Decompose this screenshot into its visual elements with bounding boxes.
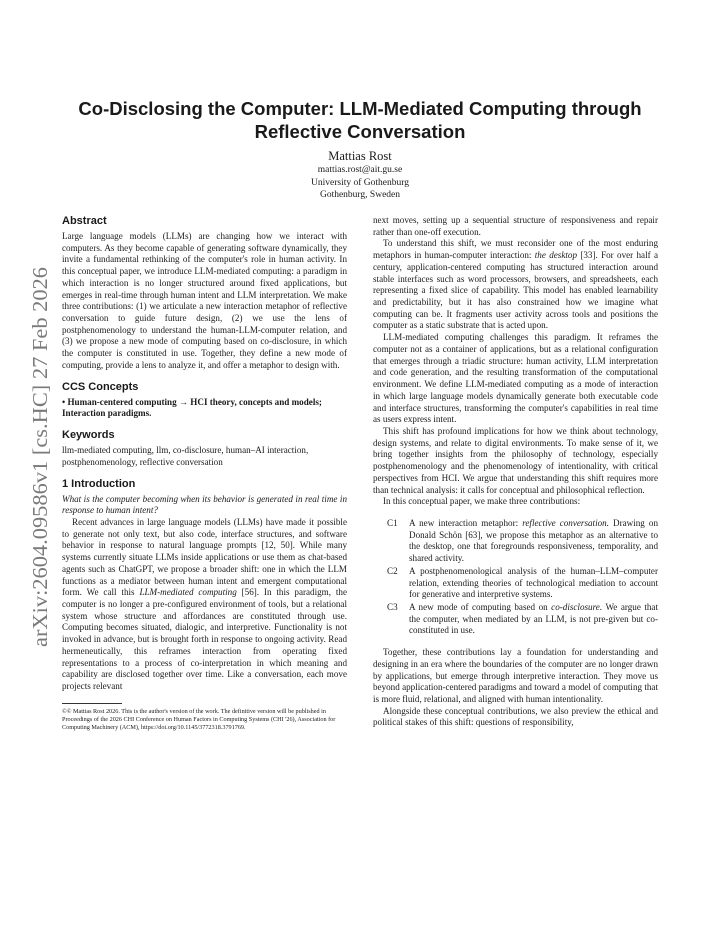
author-location: Gothenburg, Sweden bbox=[319, 190, 401, 200]
author-email[interactable]: mattias.rost@ait.gu.se bbox=[317, 165, 403, 175]
left-column bbox=[62, 215, 347, 732]
author-affiliation: University of Gothenburg bbox=[311, 177, 409, 188]
ccs-heading: CCS Concepts bbox=[62, 380, 139, 393]
arxiv-identifier bbox=[16, 252, 56, 652]
right-column bbox=[373, 215, 658, 729]
contribution-label: C3 bbox=[387, 602, 398, 612]
right-paragraph-0: next moves, setting up a sequential structure of responsiveness and repair rather than one-off execution. bbox=[373, 215, 658, 237]
introduction-heading: 1 Introduction bbox=[62, 477, 136, 490]
intro-question: What is the computer becoming when its behavior is generated in real time in response to human intent? bbox=[62, 493, 347, 516]
right-paragraph-2: LLM-mediated computing challenges this paradigm. It reframes the computer not as a container of applications, but as a relational configuration that emerges through a triadic structure: human activity, LLM interpretation and code generation, and the resulting transformation of the computational environment. We define LLM-mediated computing as a mode of interaction in which large language models dynamically generate both executable code and interface structures, transforming the computer's capabilities in real time as users express intent. bbox=[373, 332, 658, 425]
contribution-item: C2 A postphenomenological analysis of the human–LLM–computer relation, extending theories of technological mediation to account for generative and interpretive systems. bbox=[387, 565, 658, 600]
contribution-label: C2 bbox=[387, 565, 398, 576]
copyright-footnote: ©© Mattias Rost 2026. This is the author's version of the work. The definitive version will be published in Proceedings of the 2026 CHI Conference on Human Factors in Computing Systems (CHI '26), Association for Computing Machinery (ACM), https://doi.org/10.1145/3772318.3791769. bbox=[62, 707, 336, 731]
contribution-item: C3 A new mode of computing based on co-disclosure. We argue that the computer, when mediated by an LLM, is not pre-given but co-constituted in use. bbox=[387, 602, 658, 636]
right-paragraph-3: This shift has profound implications for how we think about technology, design systems, and relate to digital environments. To make sense of it, we bring together insights from the philosophy of technology, especially postphenomenology and the phenomenology of intentionality, with critical perspectives from HCI. We argue that understanding this shift requires more than technical analysis: it calls for conceptual and philosophical reflection. bbox=[373, 425, 658, 495]
paper-title: Co-Disclosing the Computer: LLM-Mediated Computing through Reflective Conversation bbox=[78, 98, 642, 142]
contribution-item: C1 A new interaction metaphor: reflective conversation. Drawing on Donald Schön [63], we propose this metaphor as an alternative to the desktop, one that foregrounds responsiveness, temporality, and shared activity. bbox=[387, 517, 659, 564]
intro-paragraph: Recent advances in large language models (LLMs) have made it possible to generate not only text, but also code, interface structures, and software behavior in response to natural language prompts [12, 50]. While many systems currently situate LLMs inside applications or use them as chat-based agents such as ChatGPT, we propose a broader shift: one in which the LLM functions as a mediator between human intent and emergent computational form. We call this LLM-mediated computing [56]. In this paradigm, the computer is no longer a pre-configured environment of tools, but a relational system whose structure and affordances are constituted through use. Computing becomes situated, dialogic, and interpretive. Functionality is not invoked in advance, but is brought forth in response to ongoing activity. Read hermeneutically, this reframes interaction from operating fixed representations to a process of co-interpretation in which meaning and capability are disclosed together over time. Like a conversation, each move projects relevant bbox=[62, 516, 347, 691]
contribution-label: C1 bbox=[387, 517, 398, 528]
author-block bbox=[160, 148, 560, 202]
term-desktop: the desktop bbox=[534, 250, 577, 261]
arxiv-identifier-text: arXiv:2604.09586v1 [cs.HC] 27 Feb 2026 bbox=[28, 282, 52, 647]
footnote-rule bbox=[62, 703, 122, 704]
keywords-heading: Keywords bbox=[62, 429, 115, 442]
keywords-text: llm-mediated computing, llm, co-disclosure, human–AI interaction, postphenomenology, reflective conversation bbox=[62, 445, 309, 467]
abstract-text: Large language models (LLMs) are changing how we interact with computers. As they become capable of generating software dynamically, they invite a fundamental rethinking of the computer's role in human activity. In this conceptual paper, we introduce LLM-mediated computing: a paradigm in which interaction is no longer structured around fixed applications, but emerges in real-time through human intent and LLM interpretation. We make three contributions: (1) we articulate a new interaction metaphor of reflective conversation to guide future design, (2) we use the lens of postphenomenology to understand the human-LLM-computer relation, and (3) we propose a new mode of computing based on co-disclosure, in which the computer is constituted in use. Together, they define a new mode of computing, provide a lens to analyze it, and offer a metaphor to design with. bbox=[62, 231, 347, 370]
contributions-list bbox=[373, 518, 658, 637]
right-paragraph-6: Alongside these conceptual contributions, we also preview the ethical and political stakes of this shift: questions of responsibility, bbox=[373, 705, 658, 728]
abstract-heading: Abstract bbox=[62, 215, 107, 227]
right-paragraph-1: To understand this shift, we must reconsider one of the most enduring metaphors in human-computer interaction: the desktop [33]. For over half a century, application-centered computing has structured interaction around stable interfaces such as word processors, browsers, and spreadsheets, each representing a fixed slice of capability. This model has enabled learnability and predictability, but it has also constrained how we imagine what computing can be. It fragments user activity across tools and positions the computer as a static substrate that is acted upon. bbox=[373, 238, 658, 331]
right-paragraph-5: Together, these contributions lay a foundation for understanding and designing in an era where the boundaries of the computer are no longer drawn by applications, but emerge through interpretive interaction. They move us beyond application-centered paradigms and toward a model of computing that is more fluid, relational, and aligned with human intentionality. bbox=[373, 647, 658, 705]
author-name: Mattias Rost bbox=[328, 149, 392, 163]
ccs-text: • Human-centered computing → HCI theory, concepts and models; Interaction paradigms. bbox=[62, 396, 322, 419]
term-llm-mediated-computing: LLM-mediated computing bbox=[139, 587, 237, 598]
right-paragraph-4: In this conceptual paper, we make three contributions: bbox=[383, 496, 581, 507]
